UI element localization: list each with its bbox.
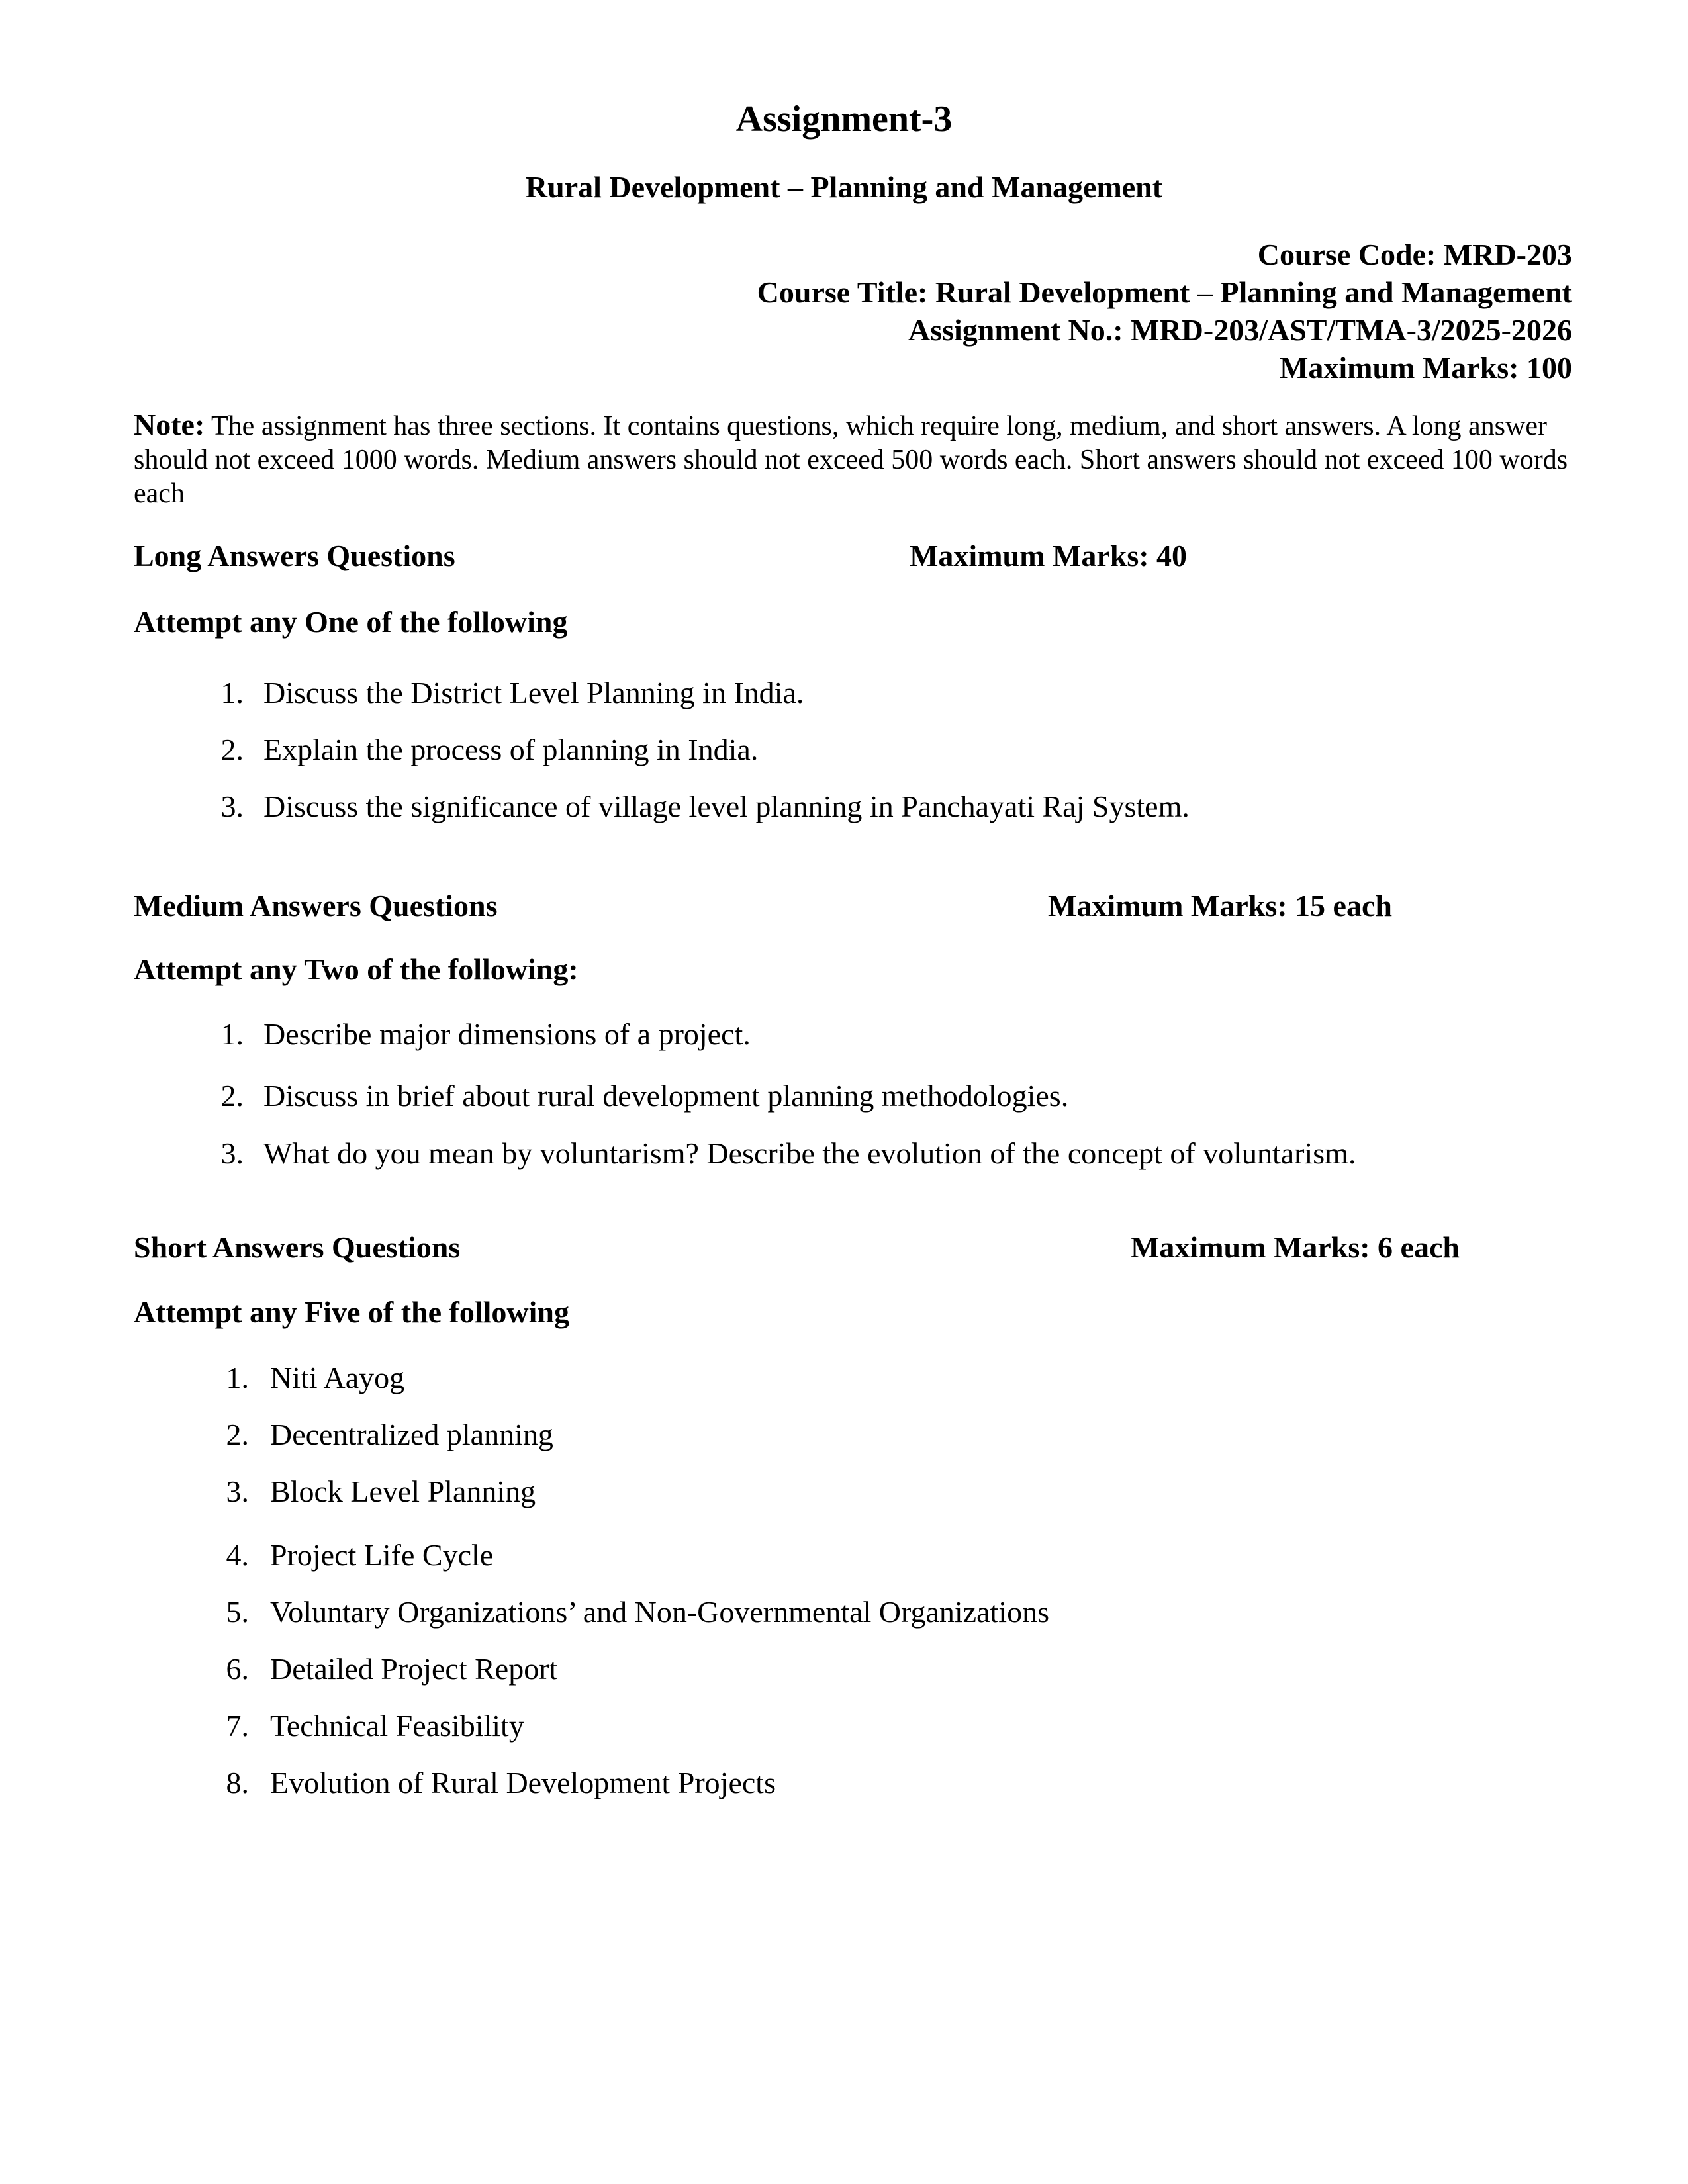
- short-question-number: 3.: [226, 1475, 249, 1508]
- short-question-number: 4.: [226, 1538, 249, 1572]
- course-code: Course Code: MRD-203: [1257, 238, 1572, 271]
- short-answers-heading: Short Answers Questions: [134, 1230, 461, 1264]
- medium-question-item: Discuss in brief about rural development planning methodologies.: [263, 1079, 1069, 1113]
- note-paragraph: [134, 408, 1577, 511]
- assignment-number: Assignment No.: MRD-203/AST/TMA-3/2025-2026: [908, 313, 1572, 347]
- long-question-item: Discuss the significance of village level planning in Panchayati Raj System.: [263, 790, 1190, 823]
- long-question-number: 1.: [220, 676, 244, 709]
- long-answers-marks: Maximum Marks: 40: [910, 539, 1188, 572]
- note-text: The assignment has three sections. It contains questions, which require long, medium, and short answers. A long answer should not exceed 1000 words. Medium answers should not exceed 500 words each. Short answers should not exceed 100 words each: [134, 411, 1568, 509]
- medium-question-number: 1.: [220, 1017, 244, 1051]
- short-question-number: 1.: [226, 1361, 249, 1394]
- short-answers-instruction: Attempt any Five of the following: [134, 1295, 569, 1329]
- long-answers-instruction: Attempt any One of the following: [134, 605, 568, 639]
- medium-answers-heading: Medium Answers Questions: [134, 889, 498, 923]
- short-question-item: Decentralized planning: [270, 1418, 553, 1451]
- short-question-number: 8.: [226, 1766, 249, 1799]
- long-question-item: Discuss the District Level Planning in India.: [263, 676, 804, 709]
- medium-answers-instruction: Attempt any Two of the following:: [134, 952, 579, 986]
- medium-question-number: 3.: [220, 1136, 244, 1170]
- medium-question-item: What do you mean by voluntarism? Describe the evolution of the concept of voluntarism.: [263, 1136, 1356, 1170]
- note-label: Note:: [134, 408, 205, 441]
- short-question-item: Evolution of Rural Development Projects: [270, 1766, 776, 1799]
- medium-question-item: Describe major dimensions of a project.: [263, 1017, 751, 1051]
- short-question-item: Technical Feasibility: [270, 1709, 524, 1743]
- long-answers-heading: Long Answers Questions: [134, 539, 455, 572]
- course-info-block: [757, 236, 1572, 387]
- page-title: Assignment-3: [735, 99, 953, 140]
- short-question-item: Block Level Planning: [270, 1475, 536, 1508]
- short-question-number: 2.: [226, 1418, 249, 1451]
- short-answers-marks: Maximum Marks: 6 each: [1131, 1230, 1460, 1264]
- short-question-item: Voluntary Organizations’ and Non-Governmental Organizations: [270, 1595, 1049, 1629]
- long-question-item: Explain the process of planning in India.: [263, 733, 759, 766]
- short-question-number: 5.: [226, 1595, 249, 1629]
- short-question-item: Project Life Cycle: [270, 1538, 494, 1572]
- long-question-number: 3.: [220, 790, 244, 823]
- short-question-number: 6.: [226, 1652, 249, 1686]
- short-question-number: 7.: [226, 1709, 249, 1743]
- medium-answers-marks: Maximum Marks: 15 each: [1048, 889, 1392, 923]
- medium-question-number: 2.: [220, 1079, 244, 1113]
- long-question-number: 2.: [220, 733, 244, 766]
- short-question-item: Detailed Project Report: [270, 1652, 558, 1686]
- course-title: Course Title: Rural Development – Planning and Management: [757, 275, 1572, 309]
- short-question-item: Niti Aayog: [270, 1361, 405, 1394]
- page-subtitle: Rural Development – Planning and Management: [525, 170, 1163, 204]
- maximum-marks-total: Maximum Marks: 100: [1279, 351, 1572, 385]
